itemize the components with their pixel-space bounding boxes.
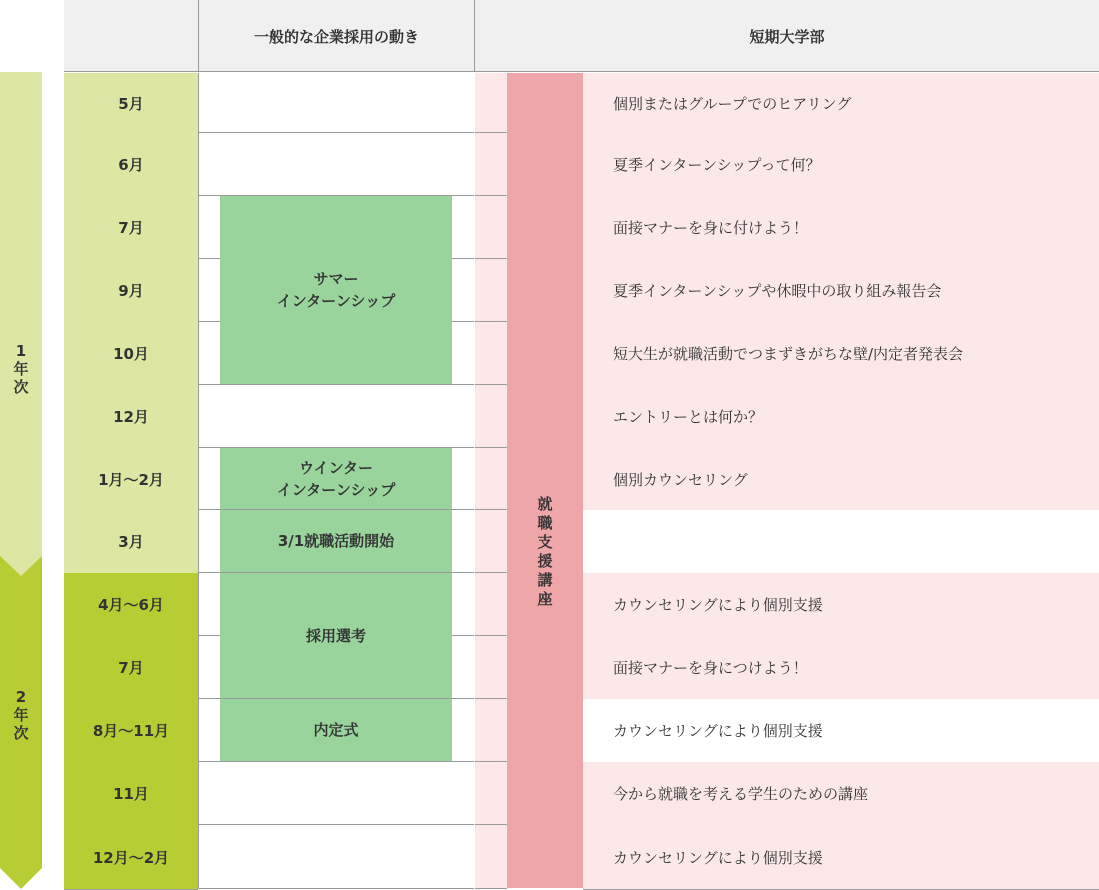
month-cell: 4月～6月 xyxy=(64,573,198,637)
year1-arrow xyxy=(0,72,42,577)
college-event: 個別カウンセリング xyxy=(583,448,1099,511)
college-event: 短大生が就職活動でつまずきがちな壁/内定者発表会 xyxy=(583,322,1099,386)
row-divider xyxy=(475,132,507,133)
month-cell: 3月 xyxy=(64,510,198,574)
row-divider xyxy=(198,384,474,385)
month-cell: 7月 xyxy=(64,196,198,260)
month-cell: 1月～2月 xyxy=(64,448,198,511)
month-cell: 11月 xyxy=(64,762,198,826)
header-college: 短期大学部 xyxy=(749,27,825,46)
college-event: 夏季インターンシップや休暇中の取り組み報告会 xyxy=(583,259,1099,323)
year1-arrow-shape xyxy=(0,72,42,577)
row-divider xyxy=(475,635,507,636)
college-event: カウンセリングにより個別支援 xyxy=(583,825,1099,890)
college-event: 面接マナーを身につけよう！ xyxy=(583,636,1099,700)
row-divider xyxy=(475,258,507,259)
year2-label: 2 年 次 xyxy=(13,688,29,742)
month-cell: 6月 xyxy=(64,133,198,197)
row-divider xyxy=(475,824,507,825)
row-divider xyxy=(198,888,474,889)
row-divider xyxy=(198,824,474,825)
career-course-label: 就 職 支 援 講 座 xyxy=(537,495,553,608)
month-cell: 8月～11月 xyxy=(64,699,198,763)
college-event xyxy=(583,510,1099,574)
selection-box: 採用選考 xyxy=(220,573,452,698)
month-cell: 10月 xyxy=(64,322,198,386)
row-divider xyxy=(475,572,507,573)
college-event: カウンセリングにより個別支援 xyxy=(583,573,1099,637)
row-divider xyxy=(198,132,474,133)
college-event: エントリーとは何か？ xyxy=(583,385,1099,449)
row-divider xyxy=(475,509,507,510)
college-event: カウンセリングにより個別支援 xyxy=(583,699,1099,763)
college-event: 個別またはグループでのヒアリング xyxy=(583,73,1099,134)
month-cell: 9月 xyxy=(64,259,198,323)
offer-ceremony-box: 内定式 xyxy=(220,699,452,761)
month-cell: 7月 xyxy=(64,636,198,700)
summer-internship-box: サマー インターンシップ xyxy=(220,196,452,384)
job-hunting-start-box: 3/1就職活動開始 xyxy=(220,510,452,572)
college-event: 夏季インターンシップって何？ xyxy=(583,133,1099,197)
month-cell: 12月 xyxy=(64,385,198,449)
college-event: 今から就職を考える学生のための講座 xyxy=(583,762,1099,826)
row-divider xyxy=(475,888,507,889)
row-divider xyxy=(198,761,474,762)
month-cell: 12月～2月 xyxy=(64,825,198,890)
row-divider xyxy=(475,195,507,196)
row-divider xyxy=(475,447,507,448)
winter-internship-box: ウインター インターンシップ xyxy=(220,448,452,509)
header-general: 一般的な企業採用の動き xyxy=(253,27,419,46)
college-event: 面接マナーを身に付けよう！ xyxy=(583,196,1099,260)
career-course-bar xyxy=(507,73,583,888)
row-divider xyxy=(475,384,507,385)
year2-arrow xyxy=(0,556,42,890)
row-divider xyxy=(475,321,507,322)
month-cell: 5月 xyxy=(64,73,198,134)
year1-label: 1 年 次 xyxy=(13,342,29,396)
row-divider xyxy=(475,698,507,699)
row-divider xyxy=(475,761,507,762)
